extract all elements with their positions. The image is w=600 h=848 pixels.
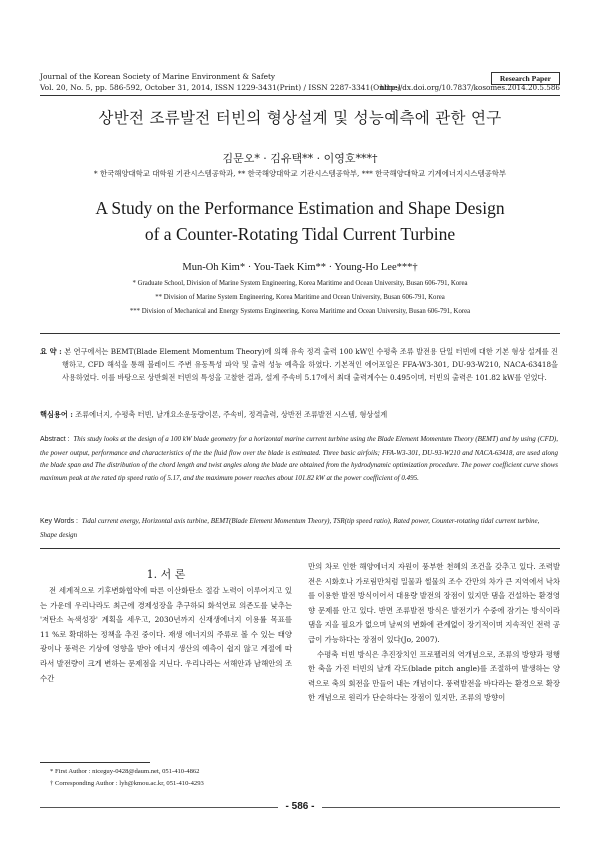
korean-abstract — [40, 345, 559, 384]
english-keywords-label: Key Words : — [40, 518, 78, 525]
header-divider — [40, 95, 560, 96]
abstract-bottom-divider — [40, 548, 560, 549]
korean-affiliations: * 한국해양대학교 대학원 기관시스템공학과, ** 한국해양대학교 기관시스템공학부, *** 한국해양대학교 기계에너지시스템공학부 — [93, 169, 507, 178]
body-column-left: 전 세계적으로 기후변화협약에 따른 이산화탄소 절감 노력이 이루어지고 있는 가운데 우리나라도 최근에 경제성장을 추구하되 화석연료 의존도를 낮추는 '저탄소 녹색성장' 계획을 세우고, 2030년까지 신재생에너지 이용률 목표를 11 %로 확대하는 정책을 추진 중이다. 재생 에너지의 주류로 볼 수 있는 태양광이나 풍력은 기상에 영향을 받아 에너지 생산의 예측이 쉽지 않고 계절에 따라서 발전량이 크게 변하는 문제점을 지닌다. 우리나라는 서해안과 남해안의 조수간 — [40, 586, 292, 683]
journal-header — [40, 71, 401, 93]
abstract-top-divider — [40, 333, 560, 334]
english-affiliation-2: ** Division of Marine System Engineering, Korea Maritime and Ocean University, Busan 606-791, Korea — [155, 294, 445, 301]
english-title-line2: of a Counter-Rotating Tidal Current Turbine — [144, 224, 456, 244]
journal-name: Journal of the Korean Society of Marine Environment & Safety — [40, 72, 276, 81]
english-keywords — [40, 515, 558, 541]
body-column-right — [308, 560, 560, 706]
english-affiliation-1: * Graduate School, Division of Marine System Engineering, Korea Maritime and Ocean University, Busan 606-791, Korea — [132, 280, 468, 287]
english-authors: Mun-Oh Kim* · You-Taek Kim** · Young-Ho Lee***† — [182, 262, 418, 273]
article-type-badge: Research Paper — [491, 72, 560, 85]
doi-link[interactable]: http://dx.doi.org/10.7837/kosomes.2014.20.5.586 — [380, 83, 560, 92]
korean-abstract-label: 요 약 : — [40, 347, 62, 356]
section-title-introduction: 1. 서 론 — [146, 568, 186, 581]
korean-keywords-text: 조류에너지, 수평축 터빈, 날개요소운동량이론, 주속비, 정격출력, 상반전 조류발전 시스템, 형상설계 — [75, 410, 388, 419]
english-abstract-text: This study looks at the design of a 100 kW blade geometry for a horizontal marine current turbine using the Blade Element Momentum Theory (BEMT) and by using (CFD), the power output, performance and characteristics of the the fluid flow over the blade is estimated. Three basic airfoils; FFA-W3-301, DU-93-W210 and NACA-63418, are used along the blade span and The distribution of the chord length and twist angles along the blade are obtained from the hydrodynamic optimization procedure. The power coefficient curve shows maximum peak at the rated tip speed ratio of 5.17, and the maximum power reaches about 101.82 kW at the power coefficient of 0.495. — [40, 435, 559, 482]
body-paragraph: 만의 차로 인한 해양에너지 자원이 풍부한 천혜의 조건을 갖추고 있다. 조력발전은 시화호나 가로림만처럼 밀물과 썰물의 조수 간만의 차가 큰 지역에서 낙차를 이용한 발전 방식이어서 대용량 발전의 장점이 있지만 댐을 건설하는 환경영향 문제를 안고 있다. 반면 조류발전 방식은 발전기가 수중에 잠기는 방식이라 댐을 지을 필요가 없으며 날씨의 변화에 관계없이 장기적이며 지속적인 전력 공급이 가능하다는 장점이 있다(Jo, 2007). — [308, 562, 560, 644]
korean-keywords — [40, 409, 558, 421]
volume-line: Vol. 20, No. 5, pp. 586-592, October 31, 2014, ISSN 1229-3431(Print) / ISSN 2287-3341(Online) — [40, 83, 401, 92]
english-abstract-label: Abstract : — [40, 436, 70, 443]
footnote-first-author: * First Author : niceguy-0428@daum.net, 051-410-4862 — [50, 768, 200, 775]
english-title — [0, 195, 600, 247]
english-keywords-text: Tidal current energy, Horizontal axis turbine, BEMT(Blade Element Momentum Theory), TSR(tip speed ratio), Rated power, Counter-rotating tidal current turbine, Shape design — [40, 517, 540, 539]
korean-keywords-label: 핵심용어 : — [40, 410, 73, 419]
body-paragraph: 수평축 터빈 방식은 추진장치인 프로펠러의 역개념으로, 조류의 방향과 평행한 축을 가진 터빈의 날개 각도(blade pitch angle)를 조절하여 발생하는 양력으로 축의 회전을 만들어 내는 개념이다. 풍력발전을 바다라는 환경으로 확장한 개념으로 원리가 단순하다는 장점이 있지만, 조류의 방향이 — [308, 649, 560, 703]
korean-abstract-text: 본 연구에서는 BEMT(Blade Element Momentum Theory)에 의해 유속 정격 출력 100 kW인 수평축 조류 발전용 단일 터빈에 대한 기본 형상 설계를 진행하고, CFD 해석을 통해 블레이드 주변 유동특성 파악 및 출력 성능 예측을 하였다. 기본적인 에어포일은 FFA-W3-301, DU-93-W210, NACA-63418을 사용하였다. 이를 바탕으로 상반회전 터빈의 특성을 고찰한 결과, 설계 주속비 5.17에서 최대 출력계수는 0.495이며, 터빈의 출력은 101.82 kW를 얻었다. — [62, 347, 559, 382]
footnote-divider — [40, 762, 150, 763]
english-abstract — [40, 433, 558, 484]
english-affiliation-3: *** Division of Mechanical and Energy Systems Engineering, Korea Maritime and Ocean University, Busan 606-791, Korea — [129, 308, 471, 315]
page-number-wrap — [0, 801, 600, 812]
footnote-corresponding-author: † Corresponding Author : lyh@kmou.ac.kr, 051-410-4293 — [50, 780, 204, 787]
korean-authors: 김문오* · 김유택** · 이영호***† — [222, 152, 378, 165]
page-number: - 586 - — [278, 801, 323, 812]
korean-title: 상반전 조류발전 터빈의 형상설계 및 성능예측에 관한 연구 — [98, 109, 502, 127]
english-title-line1: A Study on the Performance Estimation and Shape Design — [95, 198, 505, 218]
